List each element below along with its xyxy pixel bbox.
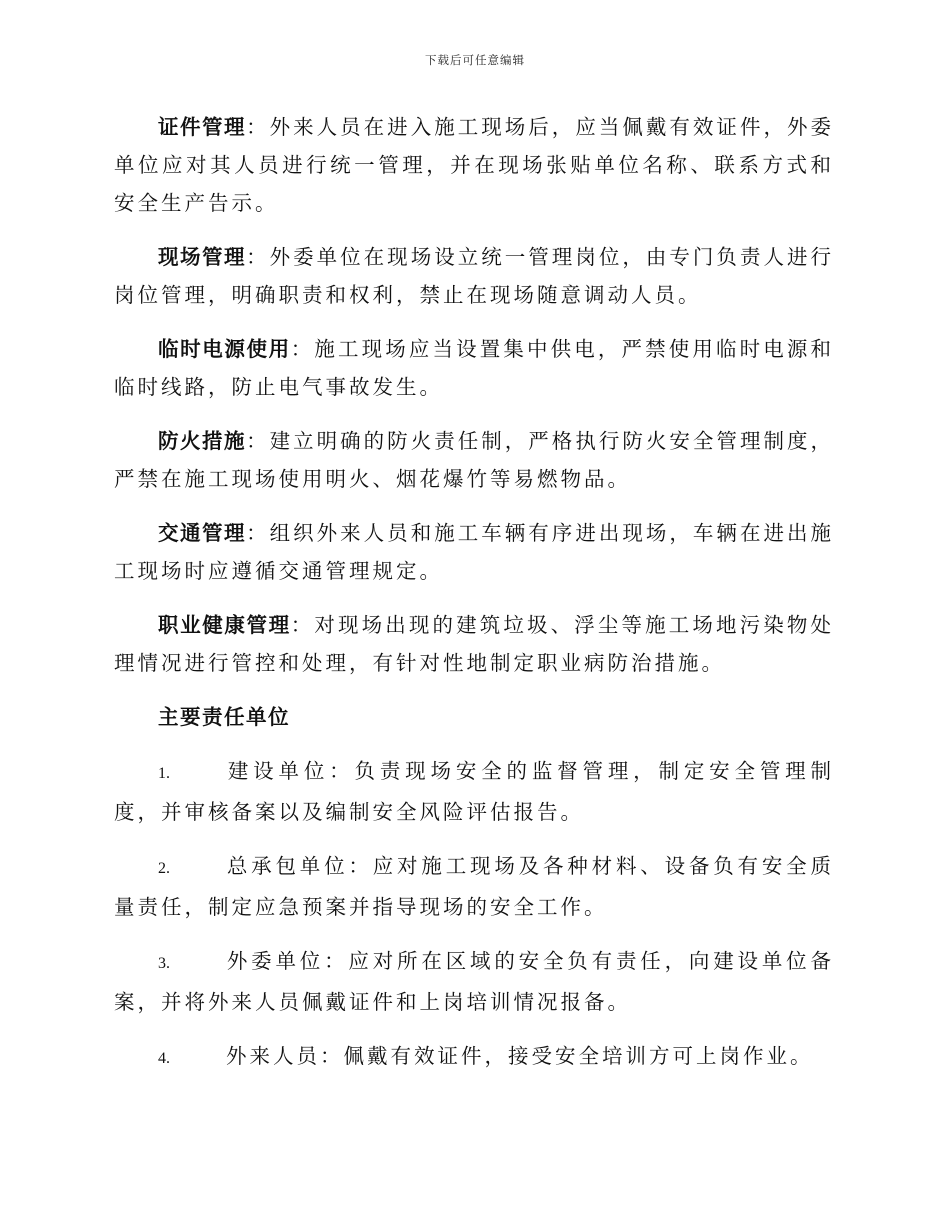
- paragraph-occupational-health: [114, 606, 834, 682]
- paragraph-site-management: [114, 238, 834, 314]
- paragraph-term: 职业健康管理: [158, 613, 291, 637]
- page-header: 下载后可任意编辑: [425, 53, 525, 67]
- paragraph-text: ：对现场出现的建筑垃圾、浮尘等施工场地污染物处理情况进行管控和处理，有针对性地制定职业病防治措施。: [114, 613, 834, 675]
- list-item: [114, 752, 834, 831]
- paragraph-traffic-management: [114, 514, 834, 590]
- list-item-text: 外来人员：佩戴有效证件，接受安全培训方可上岗作业。: [226, 1044, 814, 1068]
- document-body: [114, 108, 834, 1094]
- paragraph-term: 防火措施: [158, 429, 247, 453]
- list-item-number: 3.: [158, 955, 170, 972]
- list-item: [114, 1037, 834, 1078]
- paragraph-text: ：建立明确的防火责任制，严格执行防火安全管理制度，严禁在施工现场使用明火、烟花爆竹等易燃物品。: [114, 429, 835, 491]
- section-title: 主要责任单位: [158, 705, 290, 729]
- paragraph-credentials: [114, 108, 834, 222]
- paragraph-temporary-power: [114, 330, 834, 406]
- paragraph-term: 临时电源使用: [158, 337, 291, 361]
- list-item-text: 外委单位：应对所在区域的安全负有责任，向建设单位备案，并将外来人员佩戴证件和上岗培训情况报备。: [114, 949, 834, 1014]
- list-item-text: 建设单位：负责现场安全的监督管理，制定安全管理制度，并审核备案以及编制安全风险评估报告。: [114, 759, 834, 824]
- paragraph-text: ：施工现场应当设置集中供电，严禁使用临时电源和临时线路，防止电气事故发生。: [114, 337, 834, 399]
- paragraph-term: 现场管理: [158, 245, 247, 269]
- list-item: [114, 847, 834, 926]
- list-item: [114, 942, 834, 1021]
- paragraph-term: 交通管理: [158, 521, 247, 545]
- paragraph-text: ：外来人员在进入施工现场后，应当佩戴有效证件，外委单位应对其人员进行统一管理，并在现场张贴单位名称、联系方式和安全生产告示。: [114, 115, 835, 215]
- list-item-text: 总承包单位：应对施工现场及各种材料、设备负有安全质量责任，制定应急预案并指导现场的安全工作。: [114, 854, 834, 919]
- list-item-number: 2.: [158, 860, 170, 877]
- list-item-number: 1.: [158, 765, 170, 782]
- list-item-number: 4.: [158, 1050, 170, 1067]
- paragraph-text: ：外委单位在现场设立统一管理岗位，由专门负责人进行岗位管理，明确职责和权利，禁止在现场随意调动人员。: [114, 245, 835, 307]
- paragraph-term: 证件管理: [158, 115, 247, 139]
- paragraph-fire-prevention: [114, 422, 834, 498]
- paragraph-text: ：组织外来人员和施工车辆有序进出现场，车辆在进出施工现场时应遵循交通管理规定。: [114, 521, 835, 583]
